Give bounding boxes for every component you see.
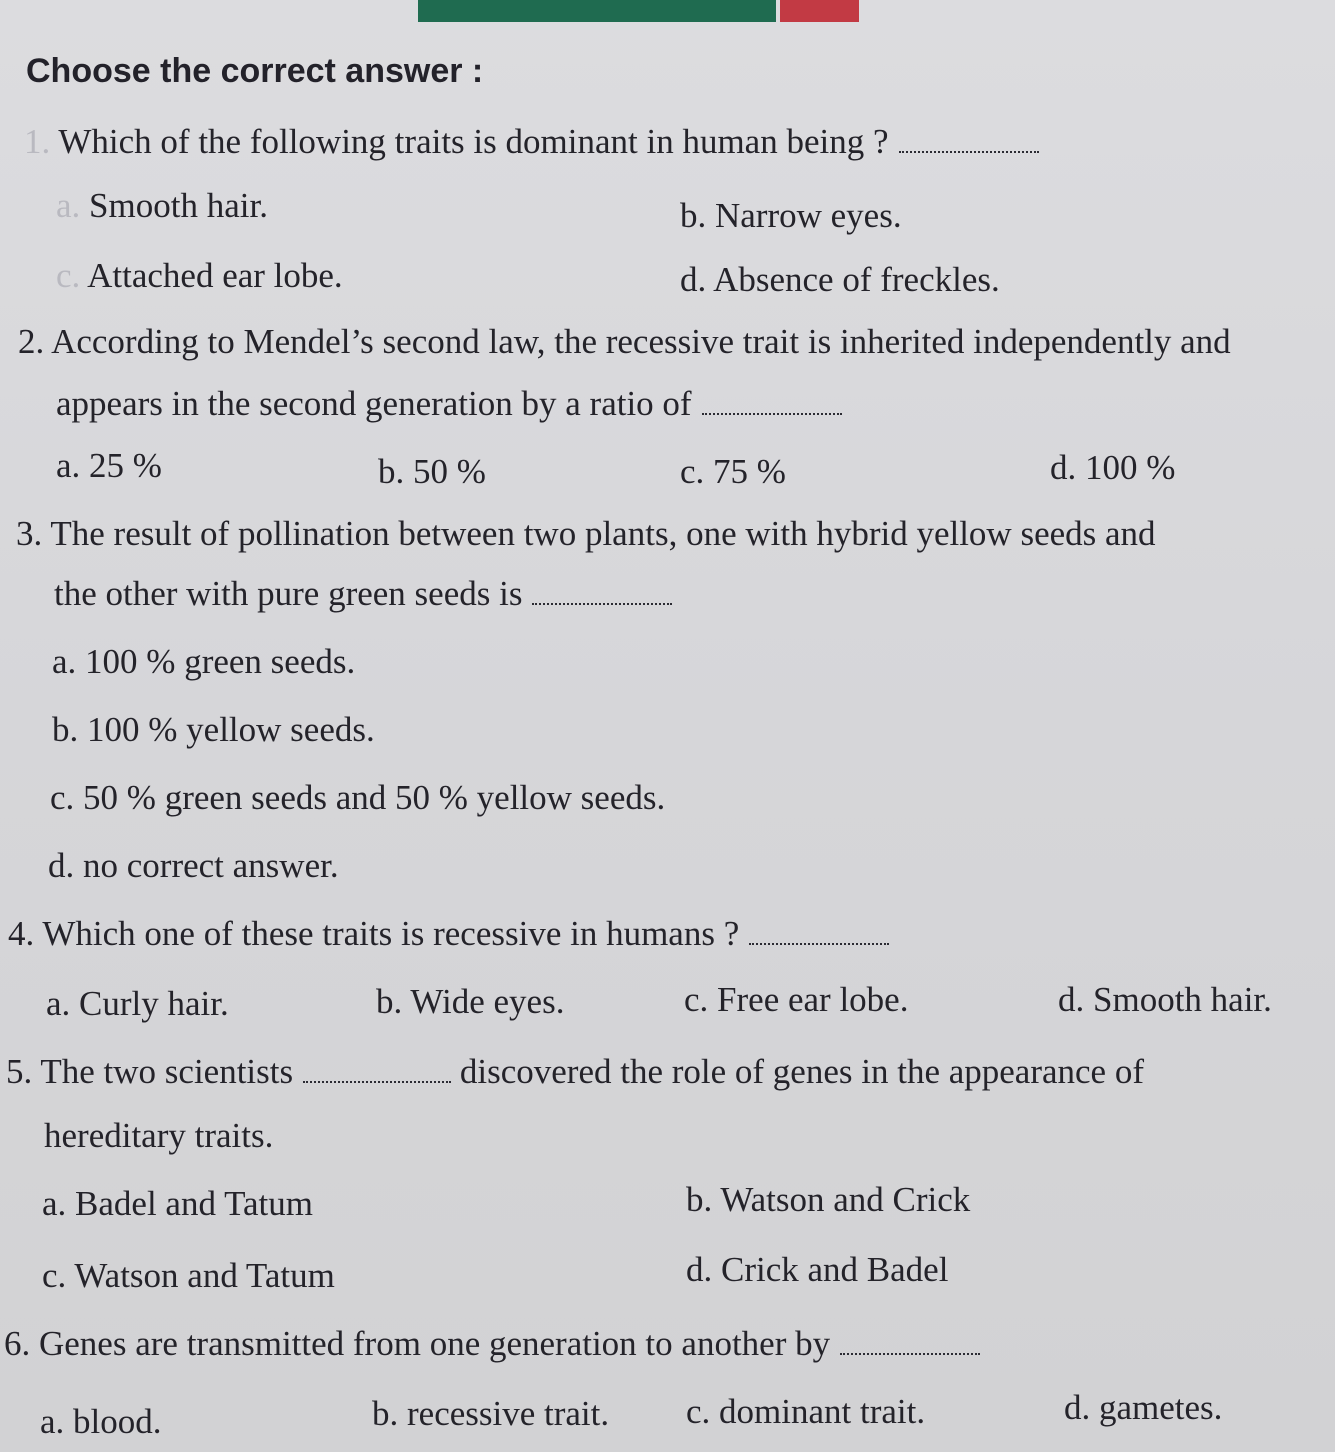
option-letter: d. bbox=[48, 846, 75, 885]
option-4d[interactable] bbox=[1058, 980, 1272, 1020]
worksheet-header-bar bbox=[418, 0, 776, 22]
question-text-line1: According to Mendel’s second law, the recessive trait is inherited independently and bbox=[51, 322, 1231, 361]
answer-blank bbox=[532, 581, 672, 605]
question-text-line2: the other with pure green seeds is bbox=[54, 574, 523, 613]
question-text-after: discovered the role of genes in the appearance of bbox=[459, 1052, 1144, 1091]
answer-blank bbox=[702, 391, 842, 415]
option-letter: c. bbox=[56, 256, 81, 295]
option-letter: b. bbox=[686, 1180, 713, 1219]
answer-blank bbox=[303, 1059, 451, 1083]
option-letter: b. bbox=[52, 710, 79, 749]
option-letter: a. bbox=[56, 446, 81, 485]
option-text: Curly hair. bbox=[79, 984, 229, 1023]
option-text: Badel and Tatum bbox=[75, 1184, 314, 1223]
question-6 bbox=[4, 1324, 980, 1364]
option-letter: a. bbox=[56, 186, 81, 225]
option-text: dominant trait. bbox=[719, 1392, 926, 1431]
option-letter: c. bbox=[684, 980, 709, 1019]
question-4 bbox=[8, 914, 889, 954]
option-text: 75 % bbox=[713, 452, 786, 491]
option-5b[interactable] bbox=[686, 1180, 970, 1220]
option-text: Wide eyes. bbox=[410, 982, 565, 1021]
option-text: 100 % green seeds. bbox=[85, 642, 356, 681]
option-letter: a. bbox=[42, 1184, 67, 1223]
question-number: 2. bbox=[18, 322, 45, 361]
option-letter: d. bbox=[680, 260, 707, 299]
question-3 bbox=[16, 514, 1156, 554]
question-text-line2: appears in the second generation by a ratio of bbox=[56, 384, 692, 423]
option-text: 25 % bbox=[89, 446, 162, 485]
question-3-line2 bbox=[54, 574, 672, 614]
option-letter: d. bbox=[1050, 448, 1077, 487]
option-letter: c. bbox=[680, 452, 705, 491]
option-letter: a. bbox=[52, 642, 77, 681]
option-letter: a. bbox=[40, 1402, 65, 1441]
option-4b[interactable] bbox=[376, 982, 564, 1022]
answer-blank bbox=[749, 921, 889, 945]
option-3b[interactable] bbox=[52, 710, 375, 750]
question-text-line2: hereditary traits. bbox=[44, 1116, 274, 1155]
option-text: Absence of freckles. bbox=[713, 260, 1000, 299]
option-letter: b. bbox=[376, 982, 403, 1021]
option-text: no correct answer. bbox=[83, 846, 339, 885]
option-letter: b. bbox=[372, 1394, 399, 1433]
worksheet-number-badge bbox=[780, 0, 859, 22]
question-text-before: The two scientists bbox=[40, 1052, 294, 1091]
option-2b[interactable] bbox=[378, 452, 486, 492]
option-text: blood. bbox=[73, 1402, 162, 1441]
question-5 bbox=[6, 1052, 1144, 1092]
option-4c[interactable] bbox=[684, 980, 908, 1020]
question-number: 6. bbox=[4, 1324, 31, 1363]
option-letter: c. bbox=[42, 1256, 67, 1295]
option-text: recessive trait. bbox=[407, 1394, 610, 1433]
instruction-heading: Choose the correct answer : bbox=[26, 52, 484, 90]
option-text: Watson and Tatum bbox=[74, 1256, 335, 1295]
option-text: gametes. bbox=[1099, 1388, 1223, 1427]
answer-blank bbox=[899, 129, 1039, 153]
option-letter: c. bbox=[50, 778, 75, 817]
option-2a[interactable] bbox=[56, 446, 162, 486]
option-text: 50 % bbox=[413, 452, 486, 491]
option-6a[interactable] bbox=[40, 1402, 162, 1442]
option-letter: b. bbox=[680, 196, 707, 235]
option-3c[interactable] bbox=[50, 778, 665, 818]
option-letter: a. bbox=[46, 984, 71, 1023]
option-1b[interactable] bbox=[680, 196, 902, 236]
option-3a[interactable] bbox=[52, 642, 355, 682]
option-text: 100 % bbox=[1085, 448, 1176, 487]
option-text: Attached ear lobe. bbox=[87, 256, 343, 295]
option-3d[interactable] bbox=[48, 846, 339, 886]
question-text: Which of the following traits is dominant in human being ? bbox=[58, 122, 889, 161]
question-number: 3. bbox=[16, 514, 43, 553]
option-text: Smooth hair. bbox=[89, 186, 268, 225]
option-5c[interactable] bbox=[42, 1256, 335, 1296]
option-letter: c. bbox=[686, 1392, 711, 1431]
option-2c[interactable] bbox=[680, 452, 786, 492]
question-5-line2 bbox=[44, 1116, 273, 1156]
answer-blank bbox=[840, 1331, 980, 1355]
question-2 bbox=[18, 322, 1231, 362]
option-1c[interactable] bbox=[56, 256, 343, 296]
option-2d[interactable] bbox=[1050, 448, 1175, 488]
option-text: 100 % yellow seeds. bbox=[87, 710, 375, 749]
option-text: Free ear lobe. bbox=[717, 980, 909, 1019]
option-6b[interactable] bbox=[372, 1394, 609, 1434]
option-letter: d. bbox=[1058, 980, 1085, 1019]
option-text: 50 % green seeds and 50 % yellow seeds. bbox=[83, 778, 666, 817]
question-number: 4. bbox=[8, 914, 35, 953]
option-letter: d. bbox=[686, 1250, 713, 1289]
question-number: 1. bbox=[24, 122, 51, 161]
option-letter: d. bbox=[1064, 1388, 1091, 1427]
option-text: Crick and Badel bbox=[721, 1250, 949, 1289]
option-letter: b. bbox=[378, 452, 405, 491]
option-1a[interactable] bbox=[56, 186, 268, 226]
question-2-line2 bbox=[56, 384, 842, 424]
option-text: Watson and Crick bbox=[720, 1180, 971, 1219]
option-text: Narrow eyes. bbox=[715, 196, 902, 235]
option-text: Smooth hair. bbox=[1093, 980, 1272, 1019]
question-number: 5. bbox=[6, 1052, 33, 1091]
option-5d[interactable] bbox=[686, 1250, 948, 1290]
option-4a[interactable] bbox=[46, 984, 229, 1024]
option-1d[interactable] bbox=[680, 260, 1000, 300]
question-text-line1: The result of pollination between two plants, one with hybrid yellow seeds and bbox=[50, 514, 1156, 553]
option-6c[interactable] bbox=[686, 1392, 925, 1432]
question-text: Genes are transmitted from one generation to another by bbox=[39, 1324, 831, 1363]
option-6d[interactable] bbox=[1064, 1388, 1222, 1428]
question-text: Which one of these traits is recessive in humans ? bbox=[42, 914, 740, 953]
option-5a[interactable] bbox=[42, 1184, 313, 1224]
question-1 bbox=[24, 122, 1039, 162]
